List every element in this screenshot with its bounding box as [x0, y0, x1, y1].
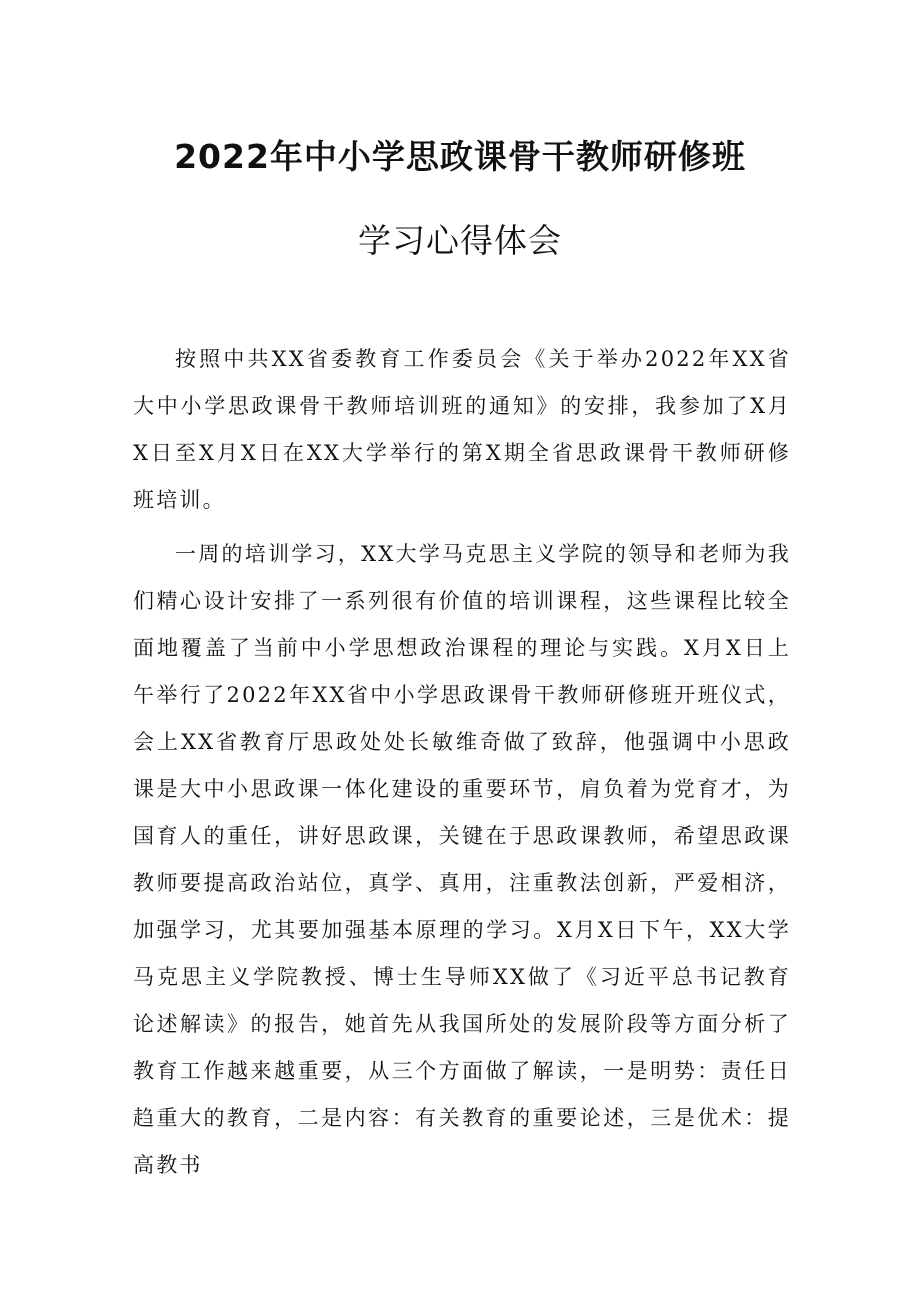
body-paragraph-2: 一周的培训学习，XX大学马克思主义学院的领导和老师为我们精心设计安排了一系列很有价值的培训课程，这些课程比较全面地覆盖了当前中小学思想政治课程的理论与实践。X月X日上午举行了2022年XX省中小学思政课骨干教师研修班开班仪式，会上XX省教育厅思政处处长敏维奇做了致辞，他强调中小思政课是大中小思政课一体化建设的重要环节，肩负着为党育才，为国育人的重任，讲好思政课，关键在于思政课教师，希望思政课教师要提高政治站位，真学、真用，注重教法创新，严爱相济，加强学习，尤其要加强基本原理的学习。X月X日下午，XX大学马克思主义学院教授、博士生导师XX做了《习近平总书记教育论述解读》的报告，她首先从我国所处的发展阶段等方面分析了教育工作越来越重要，从三个方面做了解读，一是明势：责任日趋重大的教育，二是内容：有关教育的重要论述，三是优术：提高教书	[133, 542, 791, 1177]
body-paragraph-1: 按照中共XX省委教育工作委员会《关于举办2022年XX省大中小学思政课骨干教师培训班的通知》的安排，我参加了X月X日至X月X日在XX大学举行的第X期全省思政课骨干教师研修班培训。	[133, 347, 791, 512]
document-title-line-1: 2022年中小学思政课骨干教师研修班	[174, 137, 746, 176]
document-title-line-2: 学习心得体会	[358, 221, 562, 260]
